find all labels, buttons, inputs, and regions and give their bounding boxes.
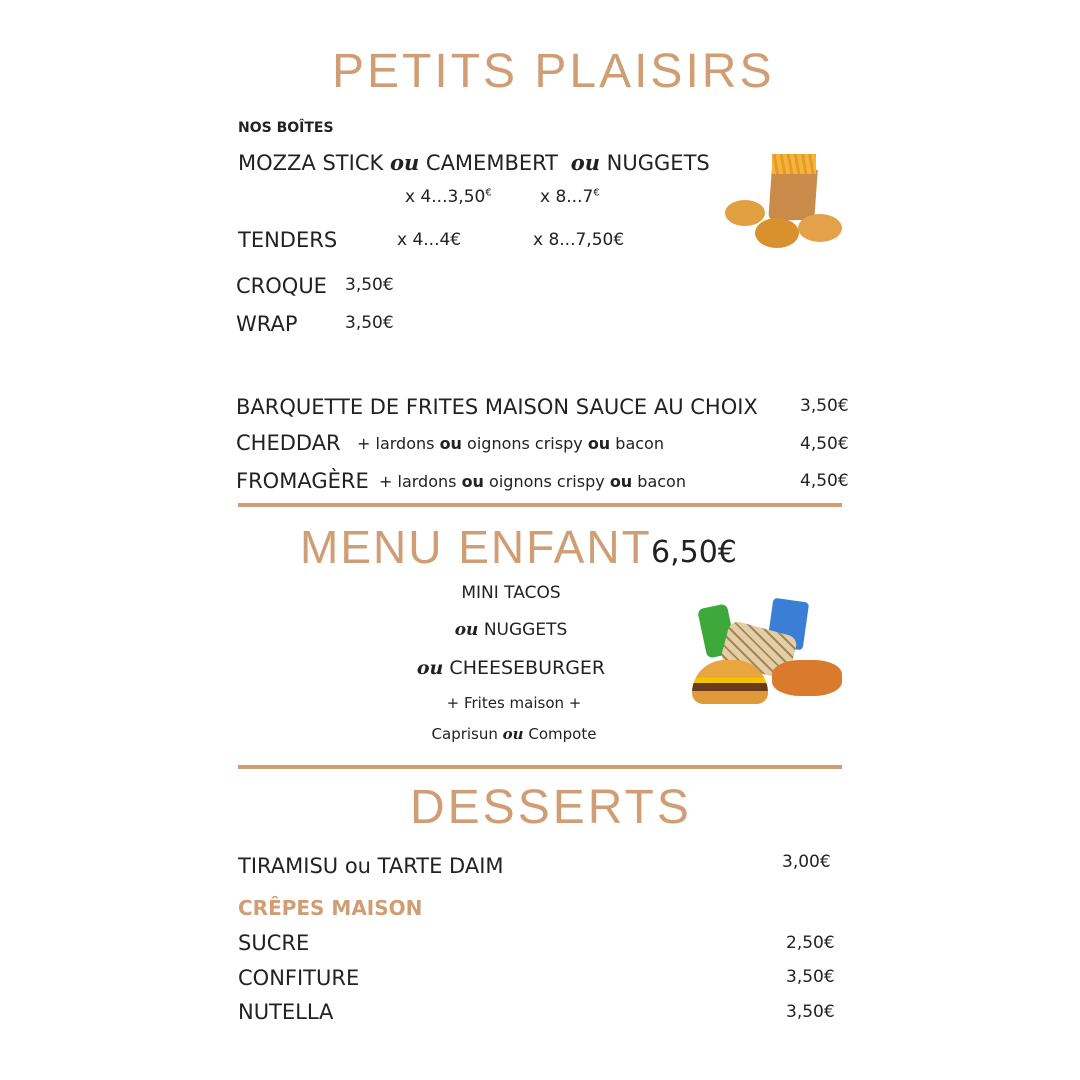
croque-price: 3,50€ xyxy=(345,275,394,295)
fries-nuggets-image xyxy=(720,150,850,260)
tiramisu-price: 3,00€ xyxy=(782,852,831,872)
crepe-price: 3,50€ xyxy=(786,1002,835,1022)
menu-enfant-line4: + Frites maison + xyxy=(446,694,582,712)
option-text: + lardons xyxy=(357,434,435,453)
divider xyxy=(238,503,842,507)
section-title-petits-plaisirs: PETITS PLAISIRS xyxy=(332,45,775,98)
currency: € xyxy=(485,187,492,199)
frites-price: 3,50€ xyxy=(800,396,849,416)
ou-text: ou xyxy=(389,150,420,175)
menu-enfant-line2 xyxy=(0,620,1022,640)
item-camembert: CAMEMBERT xyxy=(425,151,559,175)
wrap-name: WRAP xyxy=(236,312,298,336)
divider xyxy=(238,765,842,769)
tenders-price-8: x 8...7,50€ xyxy=(533,230,625,250)
crepes-title: CRÊPES MAISON xyxy=(238,896,423,920)
fromagere-options xyxy=(379,472,686,491)
ou-text: ou xyxy=(502,725,524,743)
subtitle-nos-boites: NOS BOÎTES xyxy=(238,120,334,136)
ou-text: ou xyxy=(587,434,611,453)
cheddar-price: 4,50€ xyxy=(800,434,849,454)
option-text: oignons crispy xyxy=(467,434,583,453)
croque-name: CROQUE xyxy=(236,274,327,298)
fromagere-name: FROMAGÈRE xyxy=(236,469,369,493)
cheddar-options xyxy=(357,434,664,453)
ou-text: ou xyxy=(609,472,633,491)
menu-enfant-line5 xyxy=(0,725,1028,743)
price-text: x 4...3,50 xyxy=(405,187,486,207)
item-mozza: MOZZA STICK xyxy=(238,151,384,175)
option-text: + lardons xyxy=(379,472,457,491)
option-text: oignons crispy xyxy=(489,472,605,491)
section-title-menu-enfant: MENU ENFANT xyxy=(300,521,652,573)
crepe-name: NUTELLA xyxy=(238,1000,334,1024)
option-text: NUGGETS xyxy=(483,620,568,640)
option-text: bacon xyxy=(615,434,664,453)
ou-text: ou xyxy=(461,472,484,491)
option-text: Compote xyxy=(528,725,597,743)
ou-text: ou xyxy=(439,434,462,453)
cheddar-name: CHEDDAR xyxy=(236,431,341,455)
boxes-price-4 xyxy=(405,187,492,207)
frites-name: BARQUETTE DE FRITES MAISON SAUCE AU CHOIX xyxy=(236,395,758,419)
price-text: x 8...7 xyxy=(540,187,594,207)
option-text: Caprisun xyxy=(431,725,498,743)
crepe-name: SUCRE xyxy=(238,931,310,955)
section-title-desserts: DESSERTS xyxy=(410,781,692,834)
option-text: bacon xyxy=(637,472,686,491)
tiramisu-name: TIRAMISU ou TARTE DAIM xyxy=(238,854,504,878)
wrap-price: 3,50€ xyxy=(345,313,394,333)
ou-text: ou xyxy=(570,150,600,175)
ou-text: ou xyxy=(416,657,444,679)
boxes-price-8 xyxy=(540,187,600,207)
crepe-price: 2,50€ xyxy=(786,933,835,953)
kids-meal-image xyxy=(688,588,863,708)
boxes-line xyxy=(238,150,710,175)
tenders-name: TENDERS xyxy=(238,228,338,252)
tenders-price-4: x 4...4€ xyxy=(397,230,462,250)
currency: € xyxy=(593,187,600,199)
fromagere-price: 4,50€ xyxy=(800,471,849,491)
menu-enfant-line1: MINI TACOS xyxy=(461,583,561,603)
menu-enfant-price: 6,50€ xyxy=(651,535,737,570)
menu-enfant-line3 xyxy=(0,657,1022,679)
crepe-price: 3,50€ xyxy=(786,967,835,987)
option-text: CHEESEBURGER xyxy=(449,657,606,679)
item-nuggets: NUGGETS xyxy=(606,151,710,175)
crepe-name: CONFITURE xyxy=(238,966,360,990)
ou-text: ou xyxy=(454,620,479,640)
